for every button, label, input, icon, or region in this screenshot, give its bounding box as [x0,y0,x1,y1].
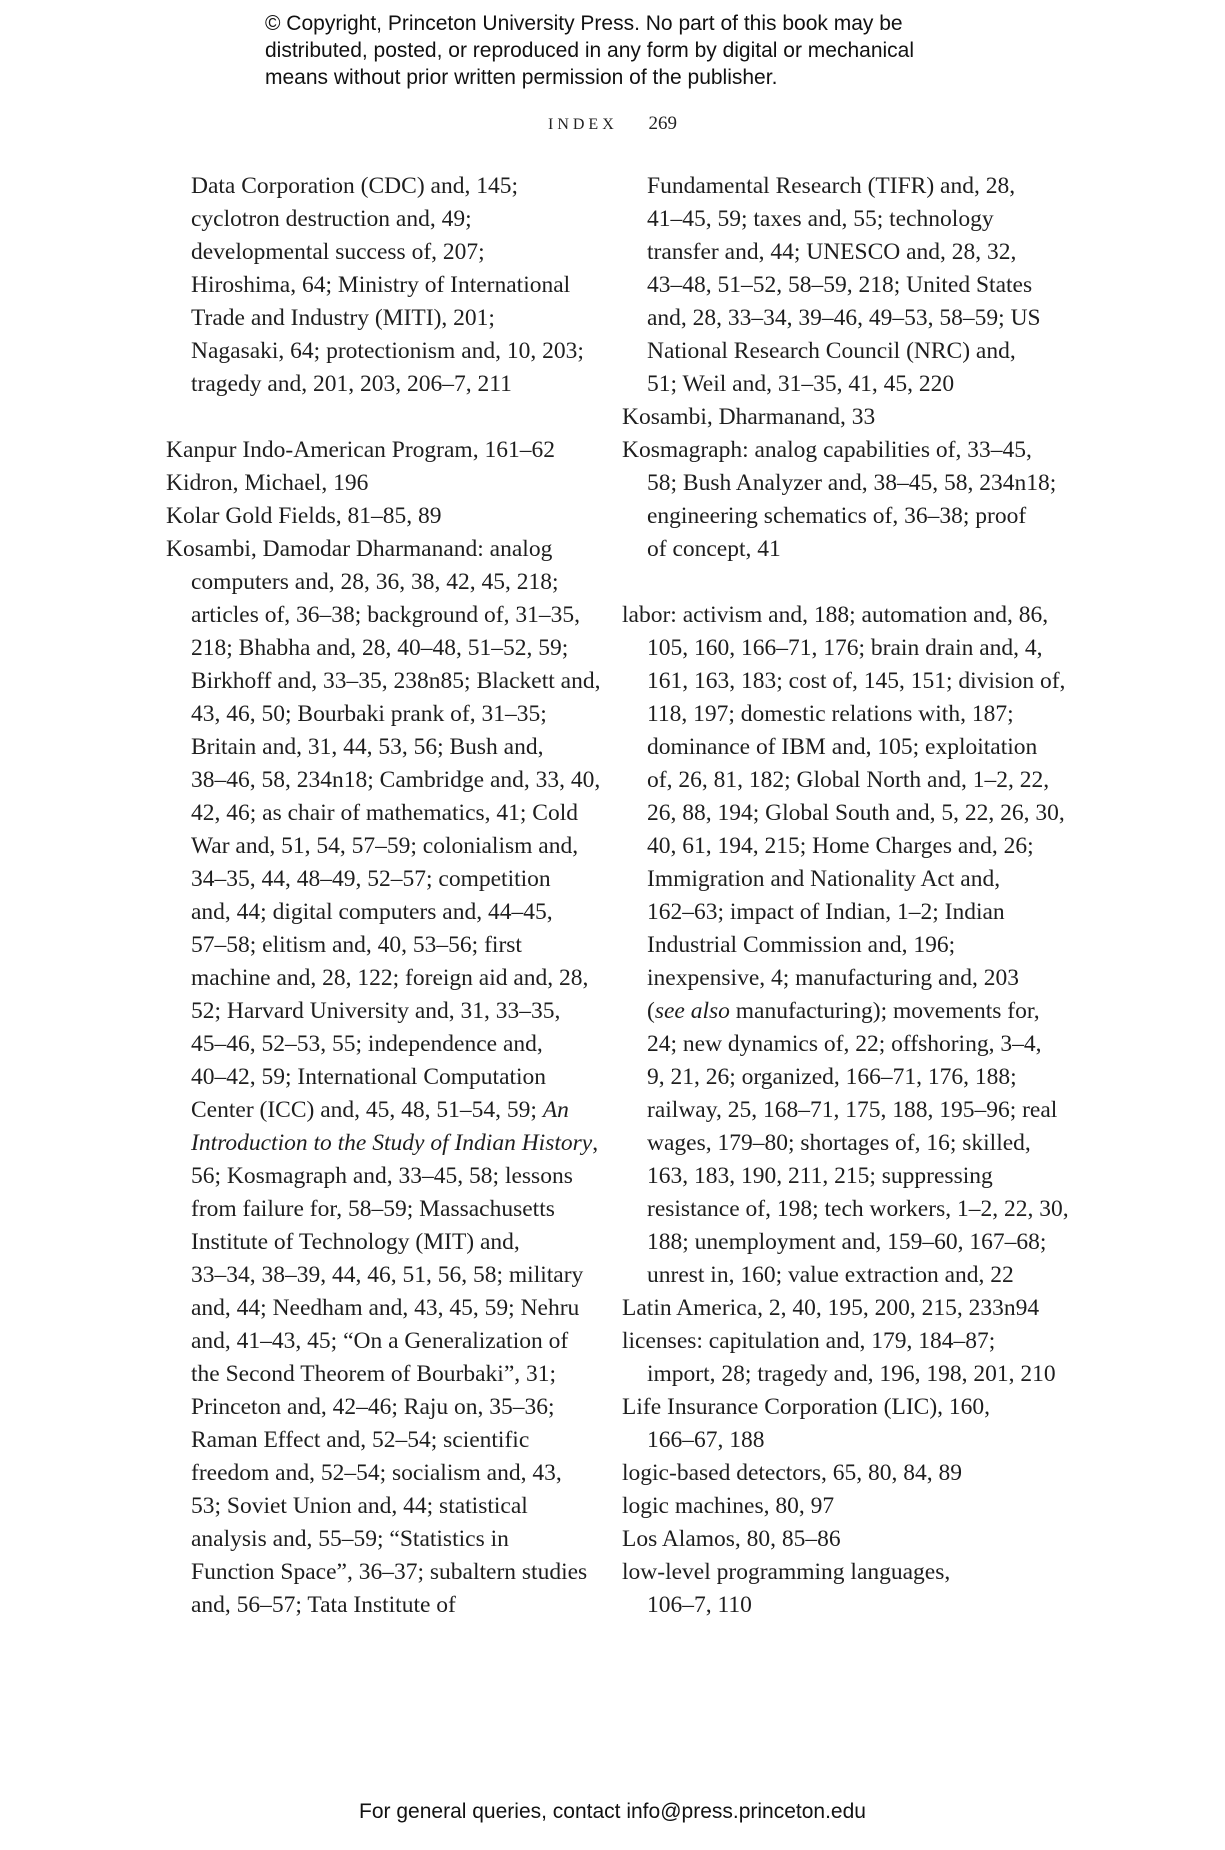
index-column-left [166,170,601,1622]
index-text: articles of, 36–38; background of, 31–35, [191,602,580,628]
index-entry-heading-line [622,1325,1062,1358]
index-subentry-line [622,302,1062,335]
index-subentry-line [622,995,1062,1028]
index-subentry-line [166,1193,586,1226]
index-text: Los Alamos, 80, 85–86 [622,1526,841,1552]
index-text: and, 44; digital computers and, 44–45, [191,899,553,925]
index-subentry-line [622,1259,1062,1292]
index-subentry-line [622,698,1062,731]
index-subentry-line [622,632,1062,665]
running-head [0,113,1225,135]
index-text: railway, 25, 168–71, 175, 188, 195–96; real [647,1097,1058,1123]
index-text: 33–34, 38–39, 44, 46, 51, 56, 58; military [191,1262,584,1288]
index-entry-heading-line [166,467,586,500]
index-text: 51; Weil and, 31–35, 41, 45, 220 [647,371,955,397]
index-subentry-line [166,1556,586,1589]
index-text: dominance of IBM and, 105; exploitation [647,734,1038,760]
index-text: logic-based detectors, 65, 80, 84, 89 [622,1460,963,1486]
index-subentry-line [166,863,586,896]
index-text: machine and, 28, 122; foreign aid and, 28, [191,965,589,991]
index-entry-heading-line [622,1457,1062,1490]
index-subentry-line [622,236,1062,269]
index-text: Data Corporation (CDC) and, 145; [191,173,518,199]
index-subentry-line [166,995,586,1028]
index-subentry-line [166,1094,586,1127]
index-subentry-line [622,665,1066,698]
index-text: Kanpur Indo-American Program, 161–62 [166,437,555,463]
index-text: licenses: capitulation and, 179, 184–87; [622,1328,996,1354]
copyright-line: means without prior written permission of the publisher. [265,66,778,89]
index-subentry-line [166,368,586,401]
index-text: Life Insurance Corporation (LIC), 160, [622,1394,991,1420]
index-subentry-line [166,632,586,665]
index-text: from failure for, 58–59; Massachusetts [191,1196,555,1222]
index-subentry-line [622,863,1062,896]
index-text: logic machines, 80, 97 [622,1493,835,1519]
index-entry-heading-line [166,434,586,467]
index-text: 40–42, 59; International Computation [191,1064,547,1090]
index-text: 105, 160, 166–71, 176; brain drain and, 4, [647,635,1043,661]
index-entry-heading-line [166,533,586,566]
index-subentry-line [166,1424,586,1457]
index-subentry-line [166,1259,586,1292]
index-subentry-line [166,731,586,764]
index-text: and, 41–43, 45; “On a Generalization of [191,1328,569,1354]
index-text: and, 44; Needham and, 43, 45, 59; Nehru [191,1295,580,1321]
index-subentry-line [622,335,1062,368]
index-text: 56; Kosmagraph and, 33–45, 58; lessons [191,1163,573,1189]
index-subentry-line [166,1325,586,1358]
index-entry-heading-line [622,1556,1062,1589]
index-subentry-line [166,896,586,929]
copyright-line: © Copyright, Princeton University Press. No part of this book may be [265,12,903,35]
index-text: of, 26, 81, 182; Global North and, 1–2, 22, [647,767,1050,793]
index-subentry-line [622,797,1065,830]
index-text: 40, 61, 194, 215; Home Charges and, 26; [647,833,1034,859]
index-text: 166–67, 188 [647,1427,765,1453]
copyright-line: distributed, posted, or reproduced in any form by digital or mechanical [265,39,915,62]
index-text: 41–45, 59; taxes and, 55; technology [647,206,994,232]
index-text: Nagasaki, 64; protectionism and, 10, 203; [191,338,584,364]
index-text: Kolar Gold Fields, 81–85, 89 [166,503,442,529]
index-text: 53; Soviet Union and, 44; statistical [191,1493,528,1519]
index-subentry-line [166,1127,599,1160]
index-text: 162–63; impact of Indian, 1–2; Indian [647,899,1005,925]
index-text: import, 28; tragedy and, 196, 198, 201, 210 [647,1361,1056,1387]
index-subentry-line [622,467,1062,500]
index-text: Latin America, 2, 40, 195, 200, 215, 233n94 [622,1295,1040,1321]
index-text: developmental success of, 207; [191,239,485,265]
index-entry-heading-line [622,1523,1062,1556]
index-text: 24; new dynamics of, 22; offshoring, 3–4, [647,1031,1042,1057]
index-text: and, 28, 33–34, 39–46, 49–53, 58–59; US [647,305,1041,331]
index-text: 57–58; elitism and, 40, 53–56; first [191,932,522,958]
index-text: , [592,1130,599,1156]
index-text: cyclotron destruction and, 49; [191,206,472,232]
index-subentry-line [622,830,1062,863]
index-subentry-line [166,1391,586,1424]
index-text: 26, 88, 194; Global South and, 5, 22, 26, 30, [647,800,1065,826]
index-entry-heading-line [622,1292,1062,1325]
index-subentry-line [166,335,586,368]
index-subentry-line [622,533,1062,566]
index-text: 106–7, 110 [647,1592,752,1618]
footer-contact: For general queries, contact info@press.princeton.edu [359,1800,866,1823]
index-text: analysis and, 55–59; “Statistics in [191,1526,509,1552]
index-subentry-line [166,797,586,830]
index-subentry-line [622,1094,1062,1127]
index-text: 58; Bush Analyzer and, 38–45, 58, 234n18; [647,470,1057,496]
index-subentry-line [166,1061,586,1094]
index-subentry-line [622,764,1062,797]
index-subentry-line [166,170,586,203]
index-text: 43, 46, 50; Bourbaki prank of, 31–35; [191,701,547,727]
index-subentry-line [166,1490,586,1523]
index-text: resistance of, 198; tech workers, 1–2, 22, 30, [647,1196,1069,1222]
index-subentry-line [622,929,1062,962]
index-entry-heading-line [622,1490,1062,1523]
index-text: National Research Council (NRC) and, [647,338,1016,364]
index-text: of concept, 41 [647,536,781,562]
index-text: 218; Bhabha and, 28, 40–48, 51–52, 59; [191,635,569,661]
index-entry-heading-line [166,500,586,533]
index-text: Birkhoff and, 33–35, 238n85; Blackett and, [191,668,601,694]
copyright-notice [265,10,1025,91]
index-subentry-line [166,302,586,335]
index-text: Trade and Industry (MITI), 201; [191,305,495,331]
index-text: Kosmagraph: analog capabilities of, 33–45, [622,437,1032,463]
index-text: 42, 46; as chair of mathematics, 41; Cold [191,800,579,826]
running-head-label: INDEX [547,116,618,133]
index-subentry-line [166,962,589,995]
index-text: 118, 197; domestic relations with, 187; [647,701,1014,727]
index-text: low-level programming languages, [622,1559,951,1585]
index-text: Fundamental Research (TIFR) and, 28, [647,173,1016,199]
index-text: Kosambi, Damodar Dharmanand: analog [166,536,553,562]
italic-title: see also [654,998,730,1024]
index-text: 161, 163, 183; cost of, 145, 151; division of, [647,668,1066,694]
index-subentry-line [166,1457,586,1490]
index-subentry-line [166,929,586,962]
index-subentry-line [622,1061,1062,1094]
index-subentry-line [166,203,586,236]
index-entry-heading-line [622,401,1062,434]
index-text: labor: activism and, 188; automation and, 86, [622,602,1049,628]
index-subentry-line [166,830,586,863]
index-text: freedom and, 52–54; socialism and, 43, [191,1460,562,1486]
index-subentry-line [622,1226,1062,1259]
index-text: unrest in, 160; value extraction and, 22 [647,1262,1014,1288]
index-text: Industrial Commission and, 196; [647,932,956,958]
italic-title: Introduction to the Study of Indian History [191,1130,593,1156]
index-subentry-line [166,1523,586,1556]
index-subentry-line [622,1160,1062,1193]
index-subentry-line [166,698,586,731]
index-text: Immigration and Nationality Act and, [647,866,1001,892]
entry-spacer [622,566,1062,599]
index-text: computers and, 28, 36, 38, 42, 45, 218; [191,569,559,595]
index-text: tragedy and, 201, 203, 206–7, 211 [191,371,512,397]
index-subentry-line [166,1160,586,1193]
entry-spacer [166,401,586,434]
index-subentry-line [166,1589,586,1622]
index-subentry-line [622,731,1062,764]
index-text: and, 56–57; Tata Institute of [191,1592,456,1618]
index-subentry-line [622,170,1062,203]
index-subentry-line [166,566,586,599]
index-text: Hiroshima, 64; Ministry of International [191,272,571,298]
index-subentry-line [166,1028,586,1061]
index-text: Britain and, 31, 44, 53, 56; Bush and, [191,734,544,760]
index-subentry-line [622,896,1062,929]
index-text: Function Space”, 36–37; subaltern studies [191,1559,588,1585]
index-subentry-line [166,764,601,797]
index-subentry-line [166,1358,586,1391]
index-text: manufacturing); movements for, [729,998,1040,1024]
index-text: 43–48, 51–52, 58–59, 218; United States [647,272,1033,298]
index-subentry-line [622,368,1062,401]
index-text: inexpensive, 4; manufacturing and, 203 [647,965,1019,991]
index-text: transfer and, 44; UNESCO and, 28, 32, [647,239,1017,265]
index-subentry-line [622,500,1062,533]
index-text: Kidron, Michael, 196 [166,470,369,496]
index-text: 9, 21, 26; organized, 166–71, 176, 188; [647,1064,1017,1090]
index-text: 45–46, 52–53, 55; independence and, [191,1031,543,1057]
index-text: Princeton and, 42–46; Raju on, 35–36; [191,1394,555,1420]
italic-title: An [542,1097,569,1123]
index-entry-heading-line [622,434,1062,467]
page-number: 269 [648,113,677,134]
index-text: ( [647,998,655,1024]
index-subentry-line [622,1127,1062,1160]
index-subentry-line [622,1589,1062,1622]
index-subentry-line [622,269,1062,302]
index-text: 38–46, 58, 234n18; Cambridge and, 33, 40, [191,767,601,793]
index-text: War and, 51, 54, 57–59; colonialism and, [191,833,579,859]
index-column-right [622,170,1069,1622]
index-text: wages, 179–80; shortages of, 16; skilled, [647,1130,1031,1156]
index-subentry-line [166,665,601,698]
index-text: Raman Effect and, 52–54; scientific [191,1427,530,1453]
index-text: 34–35, 44, 48–49, 52–57; competition [191,866,551,892]
index-text: 188; unemployment and, 159–60, 167–68; [647,1229,1047,1255]
index-subentry-line [166,1292,586,1325]
index-entry-heading-line [622,599,1062,632]
index-subentry-line [622,1358,1062,1391]
index-subentry-line [622,203,1062,236]
index-subentry-line [166,1226,586,1259]
index-text: the Second Theorem of Bourbaki”, 31; [191,1361,557,1387]
index-text: Kosambi, Dharmanand, 33 [622,404,876,430]
index-subentry-line [166,269,586,302]
index-text: Institute of Technology (MIT) and, [191,1229,520,1255]
index-text: engineering schematics of, 36–38; proof [647,503,1027,529]
index-entry-heading-line [622,1391,1062,1424]
index-text: 52; Harvard University and, 31, 33–35, [191,998,561,1024]
index-subentry-line [622,1028,1062,1061]
index-subentry-line [622,1424,1062,1457]
index-text: 163, 183, 190, 211, 215; suppressing [647,1163,993,1189]
index-subentry-line [622,962,1062,995]
index-subentry-line [622,1193,1069,1226]
index-subentry-line [166,599,586,632]
index-subentry-line [166,236,586,269]
index-text: Center (ICC) and, 45, 48, 51–54, 59; [191,1097,543,1123]
